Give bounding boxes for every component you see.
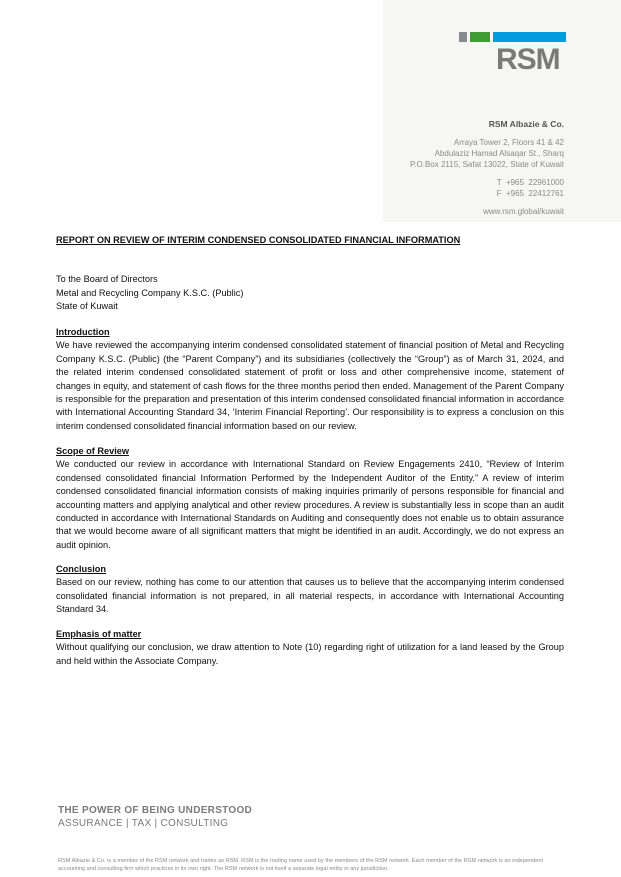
tagline-text: THE POWER OF BEING UNDERSTOOD (58, 805, 253, 816)
rsm-logo-bars (459, 32, 566, 42)
section-heading: Emphasis of matter (56, 629, 142, 639)
fax-number: F +965 22412761 (496, 189, 564, 198)
footer-disclaimer: RSM Albazie & Co. is a member of the RSM network and trades as RSM. RSM is the trading name used by the members of the RSM network. Each member of the RSM network is an independent accounting and consulting firm which practices in its own right. The RSM network is not itself a separate legal entity in any jurisdiction. (58, 858, 544, 872)
rsm-logo: RSM (496, 43, 560, 76)
section-conclusion (56, 563, 564, 617)
addressee-line: To the Board of Directors (56, 274, 158, 284)
addressee-line: State of Kuwait (56, 301, 118, 311)
address-line-1: Arraya Tower 2, Floors 41 & 42 (453, 138, 564, 147)
footer-tagline (58, 805, 252, 830)
report-title: REPORT ON REVIEW OF INTERIM CONDENSED CONSOLIDATED FINANCIAL INFORMATION (56, 235, 461, 245)
section-heading: Introduction (56, 327, 110, 337)
section-body: We have reviewed the accompanying interim condensed consolidated statement of financial position of Metal and Recycling Company K.S.C. (Public) (the “Parent Company”) and its subsidiaries (collectively the “Group”) as of March 31, 2024, and the related interim condensed consolidated statement of profit or loss and other comprehensive income, statement of changes in equity, and statement of cash flows for the three months period then ended. Management of the Parent Company is responsible for the preparation and presentation of this interim condensed consolidated financial information in accordance with International Accounting Standard 34, ‘Interim Financial Reporting’. Our responsibility is to express a conclusion on this interim condensed consolidated financial information based on our review. (56, 340, 564, 431)
section-introduction (56, 326, 564, 433)
address-line-3: P.O.Box 2115, Safat 13022, State of Kuwait (409, 160, 564, 169)
addressee-block (56, 273, 243, 314)
section-scope-of-review (56, 445, 564, 552)
logo-bar-green (470, 32, 490, 42)
addressee-line: Metal and Recycling Company K.S.C. (Public) (56, 287, 244, 298)
section-body: Based on our review, nothing has come to our attention that causes us to believe that the accompanying interim condensed consolidated financial information is not prepared, in all material respects, in accordance with International Accounting Standard 34. (56, 577, 564, 615)
phone-number: T +965 22961000 (496, 178, 564, 187)
logo-bar-grey (459, 32, 467, 42)
logo-bar-blue (493, 32, 566, 42)
firm-name: RSM Albazie & Co. (488, 119, 564, 129)
section-heading: Conclusion (56, 564, 107, 574)
section-body: We conducted our review in accordance with International Standard on Review Engagements 2410, “Review of Interim condensed consolidated financial Information Performed by the Independent Auditor of the Entity.” A review of interim condensed consolidated financial information consists of making inquiries primarily of persons responsible for financial and accounting matters and applying analytical and other review procedures. A review is substantially less in scope than an audit conducted in accordance with International Standards on Auditing and consequently does not enable us to obtain assurance that we would become aware of all significant matters that might be identified in an audit. Accordingly, we do not express an audit opinion. (56, 459, 564, 550)
address-line-2: Abdulaziz Hamad Alsaqar St., Sharq (434, 149, 564, 158)
section-emphasis-of-matter (56, 628, 564, 668)
services-text: ASSURANCE | TAX | CONSULTING (58, 817, 229, 829)
website-link[interactable]: www.rsm.global/kuwait (483, 207, 564, 216)
section-heading: Scope of Review (56, 446, 130, 456)
section-body: Without qualifying our conclusion, we draw attention to Note (10) regarding right of utilization for a land leased by the Group and held within the Associate Company. (56, 642, 564, 666)
